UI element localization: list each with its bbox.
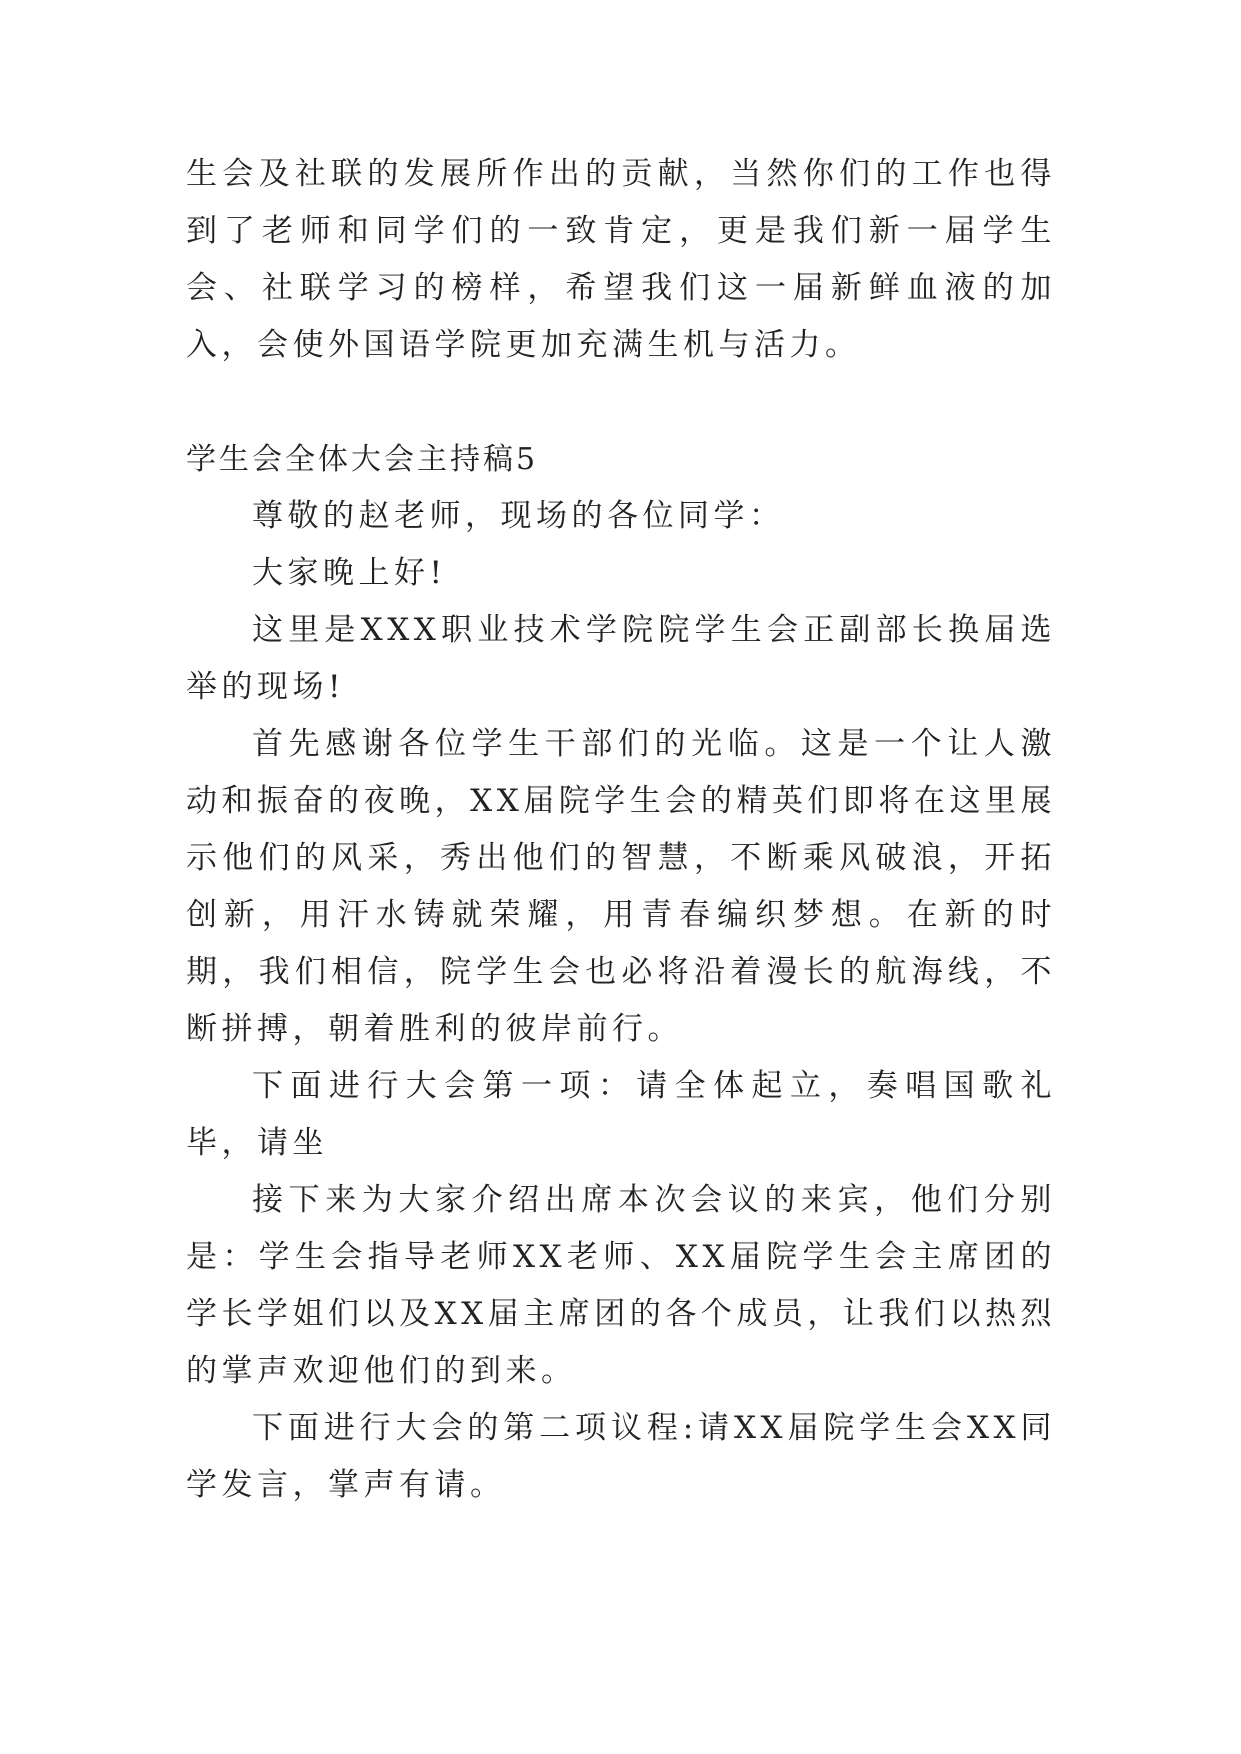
greeting-line: 尊敬的赵老师，现场的各位同学：: [252, 498, 785, 534]
paragraph-5: 下面进行大会的第二项议程:请XX届院学生会XX同学发言，掌声有请。: [186, 1410, 1056, 1503]
paragraph-3: 下面进行大会第一项：请全体起立，奏唱国歌礼毕，请坐: [186, 1068, 1056, 1161]
paragraph-1: 这里是XXX职业技术学院院学生会正副部长换届选举的现场!: [186, 612, 1056, 705]
paragraph-gap: [186, 374, 1056, 431]
section-title: 学生会全体大会主持稿5: [186, 442, 539, 477]
document-body: [186, 146, 1056, 1514]
paragraph-4: 接下来为大家介绍出席本次会议的来宾，他们分别是：学生会指导老师XX老师、XX届院学生会主席团的学长学姐们以及XX届主席团的各个成员，让我们以热烈的掌声欢迎他们的到来。: [186, 1182, 1056, 1389]
hello-line: 大家晚上好!: [252, 555, 447, 591]
paragraph-2: 首先感谢各位学生干部们的光临。这是一个让人激动和振奋的夜晚，XX届院学生会的精英们即将在这里展示他们的风采，秀出他们的智慧，不断乘风破浪，开拓创新，用汗水铸就荣耀，用青春编织梦想。在新的时期，我们相信，院学生会也必将沿着漫长的航海线，不断拼搏，朝着胜利的彼岸前行。: [186, 726, 1056, 1047]
paragraph-continuation: 生会及社联的发展所作出的贡献，当然你们的工作也得到了老师和同学们的一致肯定，更是我们新一届学生会、社联学习的榜样，希望我们这一届新鲜血液的加入，会使外国语学院更加充满生机与活力。: [186, 156, 1056, 363]
